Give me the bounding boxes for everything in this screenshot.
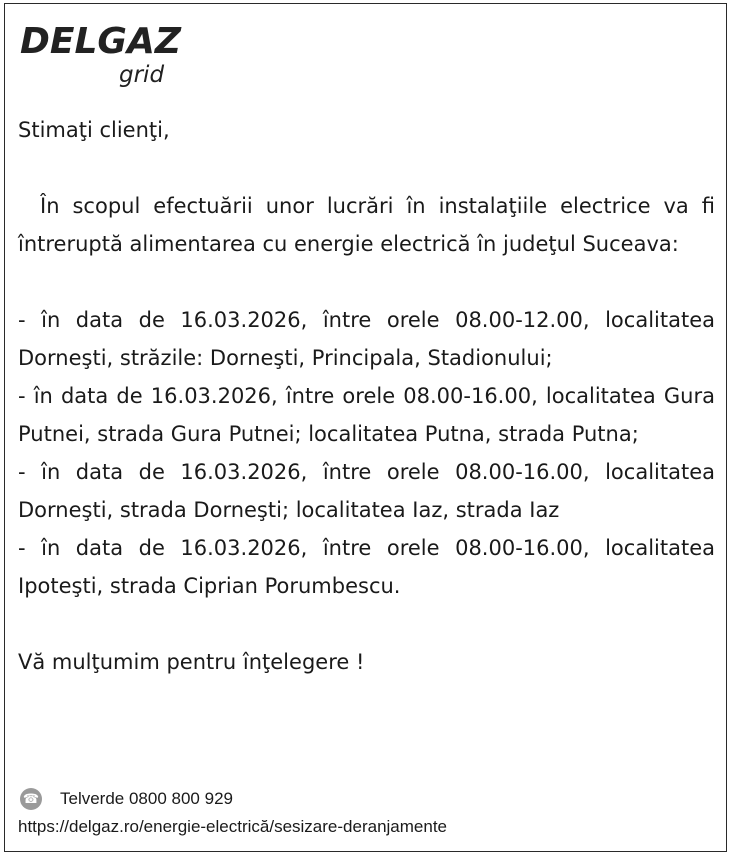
intro-paragraph: În scopul efectuării unor lucrări în instalaţiile electrice va fi întreruptă alimentarea cu energie electrică în judeţul Suceava: [18,194,715,256]
closing-text: Vă mulţumim pentru înţelegere ! [18,650,365,674]
logo-brand: DELGAZ [20,21,181,62]
url-row [18,813,715,841]
phone-icon: ☎ [20,788,42,810]
outage-item-4: - în data de 16.03.2026, între orele 08.00-16.00, localitatea Ipoteşti, strada Ciprian Porumbescu. [18,536,715,598]
outage-item-2: - în data de 16.03.2026, între orele 08.00-16.00, localitatea Gura Putnei, strada Gura Putnei; localitatea Putna, strada Putna; [18,384,715,446]
logo-sub: grid [119,62,165,88]
footer [18,785,715,841]
report-url-link[interactable]: https://delgaz.ro/energie-electrică/sesizare-deranjamente [18,817,448,836]
outage-item-1: - în data de 16.03.2026, între orele 08.00-12.00, localitatea Dorneşti, străzile: Dorneşti, Principala, Stadionului; [18,308,715,370]
phone-row [18,785,715,813]
greeting: Stimaţi clienţi, [18,118,170,142]
phone-number: Telverde 0800 800 929 [60,789,233,808]
delgaz-logo [20,22,190,88]
notice-body [18,111,715,681]
outage-item-3: - în data de 16.03.2026, între orele 08.00-16.00, localitatea Dorneşti, strada Dorneşti; localitatea Iaz, strada Iaz [18,460,715,522]
